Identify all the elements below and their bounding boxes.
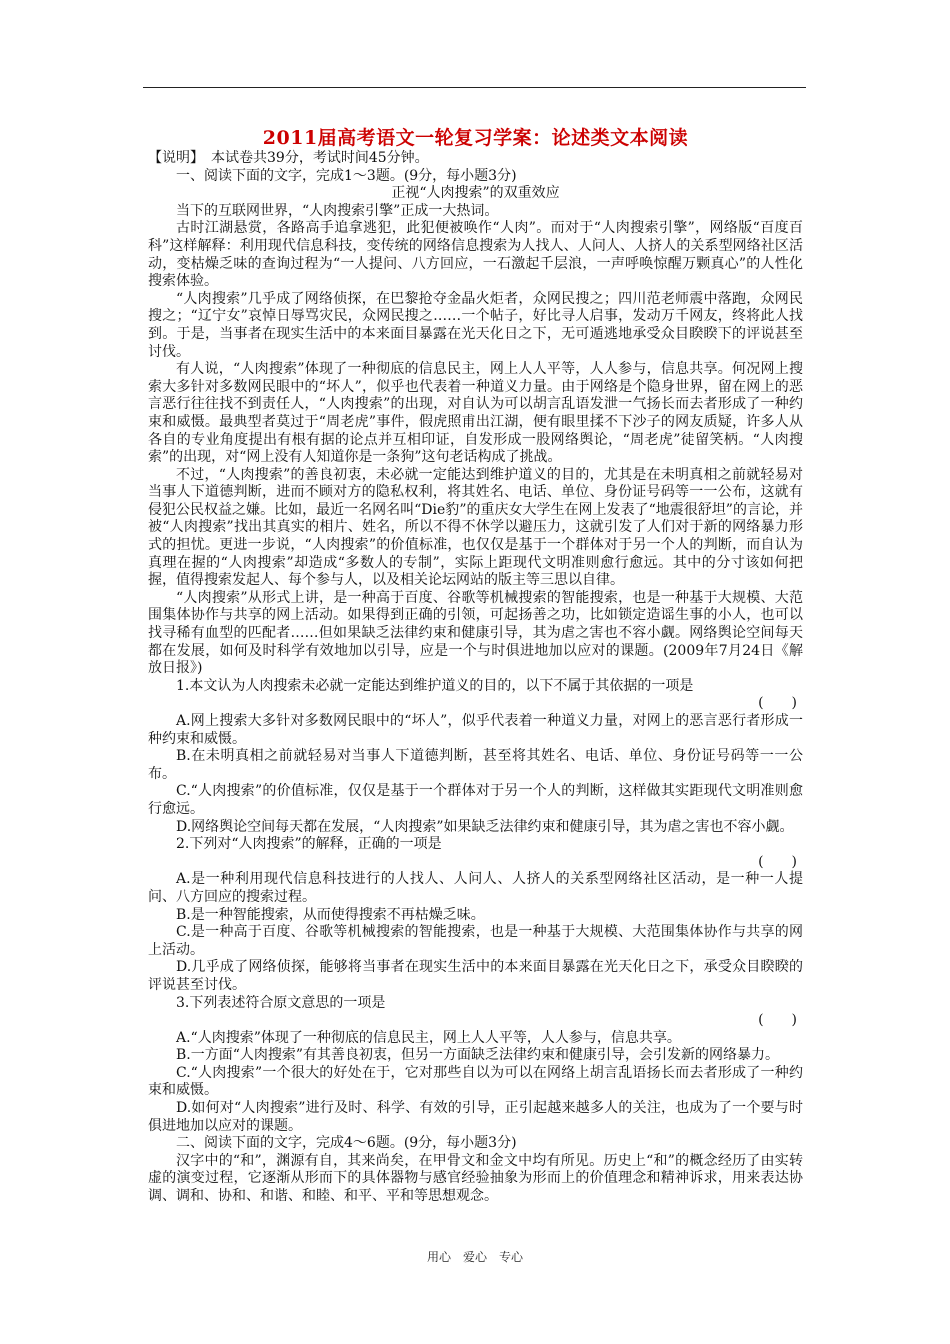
answer-bracket: ( ) [758,695,797,712]
paragraph: “人肉搜索”几乎成了网络侦探，在巴黎抢夺金晶火炬者，众网民搜之；四川范老师震中落跑，众网民搜之；“辽宁女”哀悼日辱骂灾民，众网民搜之……一个帖子，好比寻人启事，发动万千网友，终将此人找到。于是，当事者在现实生活中的本来面目暴露在光天化日之下，无可遁逃地承受众目睽睽下的评说甚至讨伐。 [148,290,803,360]
paragraph: A.是一种利用现代信息科技进行的人找人、人问人、人挤人的关系型网络社区活动，是一种一人提问、八方回应的搜索过程。 [148,871,803,905]
paragraph: “人肉搜索”从形式上讲，是一种高于百度、谷歌等机械搜索的智能搜索，也是一种基于大规模、大范围集体协作与共享的网上活动。如果得到正确的引领，可起扬善之功，比如锁定造谣生事的小人，也可以找寻稀有血型的匹配者……但如果缺乏法律约束和健康引导，其为虐之害也不容小觑。网络舆论空间每天都在发展，如何及时科学有效地加以引导，应是一个与时俱进地加以应对的课题。(2009年7月24日《解放日报》) [148,589,803,677]
paragraph: 一、阅读下面的文字，完成1～3题。(9分，每小题3分) [176,167,517,184]
paragraph: D.如何对“人肉搜索”进行及时、科学、有效的引导，正引起越来越多人的关注，也成为了一个要与时俱进地加以应对的课题。 [148,1100,803,1134]
paragraph: A.“人肉搜索”体现了一种彻底的信息民主，网上人人平等，人人参与，信息共享。 [176,1029,681,1046]
paragraph: D.网络舆论空间每天都在发展，“人肉搜索”如果缺乏法律约束和健康引导，其为虐之害也不容小觑。 [176,818,794,835]
paragraph: C.“人肉搜索”一个很大的好处在于，它对那些自以为可以在网络上胡言乱语扬长而去者形成了一种约束和威慑。 [148,1064,803,1099]
paragraph: 2.下列对“人肉搜索”的解释，正确的一项是 [176,836,442,853]
article-title: 正视“人肉搜索”的双重效应 [391,185,560,202]
paragraph: 当下的互联网世界，“人肉搜索引擎”正成一大热词。 [176,202,499,219]
answer-bracket: ( ) [758,853,797,870]
paragraph: C.是一种高于百度、谷歌等机械搜索的智能搜索，也是一种基于大规模、大范围集体协作与共享的网上活动。 [148,924,803,958]
paragraph: B.一方面“人肉搜索”有其善良初衷，但另一方面缺乏法律约束和健康引导，会引发新的网络暴力。 [176,1047,780,1064]
paragraph: 3.下列表述符合原文意思的一项是 [176,994,386,1011]
paragraph-container [148,150,803,1206]
paragraph: D.几乎成了网络侦探，能够将当事者在现实生活中的本来面目暴露在光天化日之下，承受众目睽睽的评说甚至讨伐。 [148,959,803,993]
paragraph: 有人说，“人肉搜索”体现了一种彻底的信息民主，网上人人平等，人人参与，信息共享。何况网上搜索大多针对多数网民眼中的“坏人”，似乎也代表着一种道义力量。由于网络是个隐身世界，留在网上的恶言恶行往往找不到责任人，“人肉搜索”的出现，对自认为可以胡言乱语发泄一气扬长而去者形成了一种约束和威慑。最典型者莫过于“周老虎”事件，假虎照甫出江湖，便有眼里揉不下沙子的网友质疑，许多人从各自的专业角度提出有根有据的论点并互相印证，自发形成一股网络舆论，“周老虎”徒留笑柄。“人肉搜索”的出现，对“网上没有人知道你是一条狗”这句老话构成了挑战。 [148,361,803,466]
paragraph: C.“人肉搜索”的价值标准，仅仅是基于一个群体对于另一个人的判断，这样做其实距现代文明准则愈行愈远。 [148,783,803,817]
document-body [148,126,803,1206]
page-footer: 用心 爱心 专心 [426,1250,523,1264]
paragraph: 二、阅读下面的文字，完成4～6题。(9分，每小题3分) [176,1135,517,1152]
header-rule [143,87,806,88]
document-title: 2011届高考语文一轮复习学案：论述类文本阅读 [262,127,689,149]
answer-bracket: ( ) [758,1012,797,1029]
paragraph: 【说明】 本试卷共39分，考试时间45分钟。 [148,150,429,166]
paragraph: 汉字中的“和”，渊源有自，其来尚矣，在甲骨文和金文中均有所见。历史上“和”的概念经历了由实转虚的演变过程，它逐渐从形而下的具体器物与感官经验抽象为形而上的价值理念和精神诉求，用来表达协调、调和、协和、和谐、和睦、和平、平和等思想观念。 [148,1152,803,1205]
paragraph: 古时江湖悬赏，各路高手追拿逃犯，此犯便被唤作“人肉”。而对于“人肉搜索引擎”，网络版“百度百科”这样解释：利用现代信息科技，变传统的网络信息搜索为人找人、人问人、人挤人的关系型网络社区活动，变枯燥乏味的查询过程为“一人提问、八方回应，一石激起千层浪，一声呼唤惊醒万颗真心”的人性化搜索体验。 [148,220,803,290]
paragraph: 1.本文认为人肉搜索未必就一定能达到维护道义的目的，以下不属于其依据的一项是 [176,677,694,694]
paragraph: B.是一种智能搜索，从而使得搜索不再枯燥乏味。 [176,906,485,923]
paragraph: A.网上搜索大多针对多数网民眼中的“坏人”，似乎代表着一种道义力量，对网上的恶言恶行者形成一种约束和威慑。 [148,713,803,747]
paragraph: B.在未明真相之前就轻易对当事人下道德判断，甚至将其姓名、电话、单位、身份证号码等一一公布。 [148,748,803,782]
paragraph: 不过，“人肉搜索”的善良初衷，未必就一定能达到维护道义的目的，尤其是在未明真相之前就轻易对当事人下道德判断，进而不顾对方的隐私权利，将其姓名、电话、单位、身份证号码等一一公布，这就有侵犯公民权益之嫌。比如，最近一名网名叫“Die豹”的重庆女大学生在网上发表了“地震很舒坦”的言论，并被“人肉搜索”找出其真实的相片、姓名，所以不得不休学以避压力，这就引发了人们对于新的网络暴力形式的担忧。更进一步说，“人肉搜索”的价值标准，也仅仅是基于一个群体对于另一个人的判断，而自认为真理在握的“人肉搜索”却造成“多数人的专制”，实际上距现代文明准则愈行愈远。其中的分寸该如何把握，值得搜索发起人、每个参与人，以及相关论坛网站的版主等三思以自律。 [148,466,803,589]
